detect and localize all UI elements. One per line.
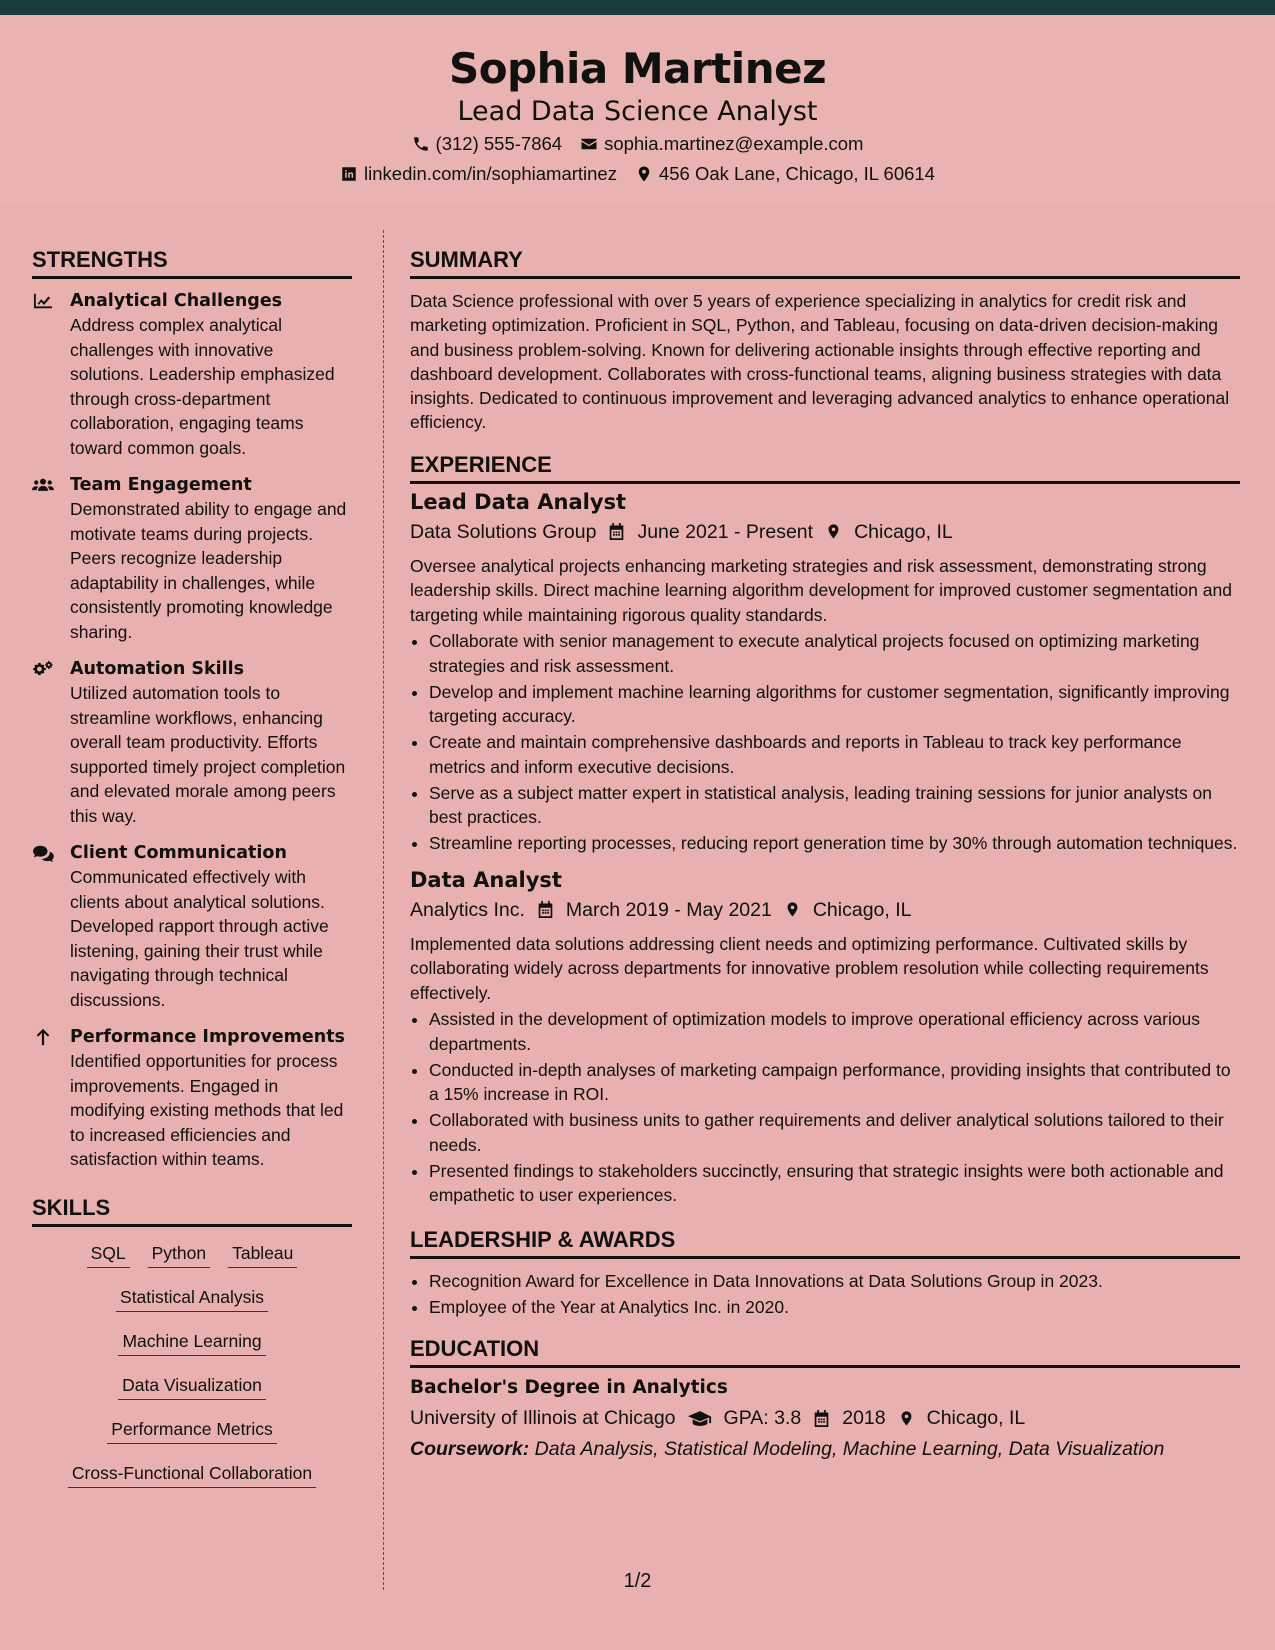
graduation-cap-icon xyxy=(688,1409,712,1428)
email-text[interactable]: sophia.martinez@example.com xyxy=(604,133,864,154)
skill-tag: Tableau xyxy=(228,1241,297,1268)
job-description: Implemented data solutions addressing client needs and optimizing performance. Cultivated skills by collaborating widely across departments for innovative problem resolution while collecting requirements effectively. xyxy=(410,933,1209,1003)
strength-title: Client Communication xyxy=(70,843,287,863)
job-bullet: • Develop and implement machine learning algorithms for customer segmentation, significantly improving targeting accuracy. xyxy=(429,680,1240,729)
strength-text: Demonstrated ability to engage and motivate teams during projects. Peers recognize leadership adaptability in challenges, while consistently promoting knowledge sharing. xyxy=(70,499,347,642)
experience-heading: EXPERIENCE xyxy=(410,451,1240,484)
job-entry xyxy=(410,488,1240,856)
address-contact xyxy=(635,159,935,189)
education-meta xyxy=(410,1402,1240,1434)
skill-tag: Data Visualization xyxy=(118,1373,266,1400)
calendar-icon xyxy=(813,1409,830,1428)
strength-title: Automation Skills xyxy=(70,659,245,679)
leadership-list xyxy=(410,1269,1240,1320)
award-item: • Employee of the Year at Analytics Inc. in 2020. xyxy=(429,1295,1240,1320)
calendar-icon xyxy=(537,900,554,919)
map-marker-icon xyxy=(635,165,653,183)
skill-tag: Performance Metrics xyxy=(107,1417,276,1444)
skill-tag: SQL xyxy=(87,1241,130,1268)
comments-icon xyxy=(32,844,54,862)
skill-tag: Statistical Analysis xyxy=(116,1285,268,1312)
strength-item xyxy=(32,841,352,1012)
strength-title: Team Engagement xyxy=(70,475,252,495)
graduation-year: 2018 xyxy=(842,1407,886,1430)
summary-heading: SUMMARY xyxy=(410,246,1240,279)
strength-text: Address complex analytical challenges with innovative solutions. Leadership emphasized through cross-department collaboration, engaging teams toward common goals. xyxy=(70,315,335,458)
leadership-heading: LEADERSHIP & AWARDS xyxy=(410,1226,1240,1259)
strength-item xyxy=(32,1025,352,1172)
job-entry xyxy=(410,866,1240,1208)
contact-row-1 xyxy=(0,129,1275,159)
strength-item xyxy=(32,289,352,460)
job-description: Oversee analytical projects enhancing marketing strategies and risk assessment, demonstrating strong leadership skills. Direct machine learning algorithm development for improved customer segmentation and targeting while maintaining rigorous quality standards. xyxy=(410,555,1232,625)
calendar-icon xyxy=(608,522,625,541)
job-bullets xyxy=(410,1007,1240,1208)
job-bullet: • Assisted in the development of optimization models to improve operational efficiency across various departments. xyxy=(429,1007,1240,1056)
skill-tag: Machine Learning xyxy=(118,1329,265,1356)
contact-row-2 xyxy=(0,159,1275,189)
address-text: 456 Oak Lane, Chicago, IL 60614 xyxy=(658,163,935,184)
skills-list xyxy=(32,1241,352,1488)
job-title: Lead Data Analyst xyxy=(410,489,627,514)
candidate-title: Lead Data Science Analyst xyxy=(457,96,818,127)
envelope-icon xyxy=(580,135,598,153)
skill-tag: Python xyxy=(148,1241,210,1268)
users-icon xyxy=(32,476,54,494)
strength-item xyxy=(32,657,352,828)
summary-text: Data Science professional with over 5 years of experience specializing in analytics for credit risk and marketing optimization. Proficient in SQL, Python, and Tableau, focusing on data-driven decision-making and business problem-solving. Known for delivering actionable insights through effective reporting and dashboard development. Collaborates with cross-functional teams, aligning business strategies with data insights. Dedicated to continuous improvement and leveraging advanced analytics to enhance operational efficiency. xyxy=(410,291,1230,433)
award-item: • Recognition Award for Excellence in Data Innovations at Data Solutions Group in 2023. xyxy=(429,1269,1240,1294)
coursework xyxy=(410,1434,1240,1464)
strength-title: Performance Improvements xyxy=(70,1027,345,1047)
strength-text: Utilized automation tools to streamline workflows, enhancing overall team productivity. Efforts supported timely project completion and elevated morale among peers this way. xyxy=(70,683,346,826)
linkedin-icon xyxy=(340,165,358,183)
job-dates: June 2021 - Present xyxy=(637,520,814,543)
job-location: Chicago, IL xyxy=(812,898,912,921)
skills-heading: SKILLS xyxy=(32,1194,352,1227)
skill-tag: Cross-Functional Collaboration xyxy=(68,1461,316,1488)
phone-text[interactable]: (312) 555-7864 xyxy=(435,133,563,154)
map-marker-icon xyxy=(825,522,842,541)
strength-title: Analytical Challenges xyxy=(70,291,283,311)
job-meta xyxy=(410,516,1240,548)
school-name: University of Illinois at Chicago xyxy=(410,1407,676,1430)
strength-text: Identified opportunities for process improvements. Engaged in modifying existing methods that led to increased efficiencies and satisfaction within teams. xyxy=(70,1051,344,1169)
left-column xyxy=(32,246,352,1505)
map-marker-icon xyxy=(784,900,801,919)
resume-header xyxy=(0,15,1275,204)
job-bullets xyxy=(410,629,1240,856)
job-title: Data Analyst xyxy=(410,867,562,892)
strengths-heading: STRENGTHS xyxy=(32,246,352,279)
job-bullet: • Serve as a subject matter expert in statistical analysis, leading training sessions for junior analysts on best practices. xyxy=(429,781,1240,830)
education-location: Chicago, IL xyxy=(926,1407,1026,1430)
coursework-label: Coursework: xyxy=(410,1438,530,1461)
page-number: 1/2 xyxy=(623,1570,652,1592)
candidate-name: Sophia Martinez xyxy=(448,44,827,93)
job-dates: March 2019 - May 2021 xyxy=(565,898,772,921)
top-color-bar xyxy=(0,0,1275,15)
coursework-list: Data Analysis, Statistical Modeling, Machine Learning, Data Visualization xyxy=(534,1438,1165,1461)
education-heading: EDUCATION xyxy=(410,1335,1240,1368)
email-contact xyxy=(580,129,863,159)
gpa: GPA: 3.8 xyxy=(723,1407,802,1430)
linkedin-contact xyxy=(340,159,617,189)
degree-title: Bachelor's Degree in Analytics xyxy=(410,1377,728,1399)
job-bullet: • Conducted in-depth analyses of marketing campaign performance, providing insights that contributed to a 15% increase in ROI. xyxy=(429,1058,1240,1107)
job-company: Analytics Inc. xyxy=(410,898,525,921)
strength-item xyxy=(32,473,352,644)
job-bullet: • Collaborate with senior management to execute analytical projects focused on optimizing marketing strategies and risk assessment. xyxy=(429,629,1240,678)
phone-contact xyxy=(412,129,563,159)
job-location: Chicago, IL xyxy=(854,520,953,543)
job-meta xyxy=(410,894,1240,926)
column-divider xyxy=(383,230,384,1590)
chart-line-icon xyxy=(32,292,54,310)
arrow-up-icon xyxy=(32,1028,54,1046)
strength-text: Communicated effectively with clients about analytical solutions. Developed rapport through active listening, gaining their trust while navigating through technical discussions. xyxy=(70,867,329,1010)
job-company: Data Solutions Group xyxy=(410,520,597,543)
right-column xyxy=(410,246,1240,1464)
phone-icon xyxy=(412,135,430,153)
gears-icon xyxy=(32,660,54,678)
job-bullet: • Create and maintain comprehensive dashboards and reports in Tableau to track key performance metrics and inform executive decisions. xyxy=(429,730,1240,779)
map-marker-icon xyxy=(898,1409,915,1428)
job-bullet: • Streamline reporting processes, reducing report generation time by 30% through automation techniques. xyxy=(429,831,1240,856)
job-bullet: • Presented findings to stakeholders succinctly, ensuring that strategic insights were both actionable and empathetic to user experiences. xyxy=(429,1159,1240,1208)
linkedin-text[interactable]: linkedin.com/in/sophiamartinez xyxy=(364,163,617,184)
job-bullet: • Collaborated with business units to gather requirements and deliver analytical solutions tailored to their needs. xyxy=(429,1108,1240,1157)
